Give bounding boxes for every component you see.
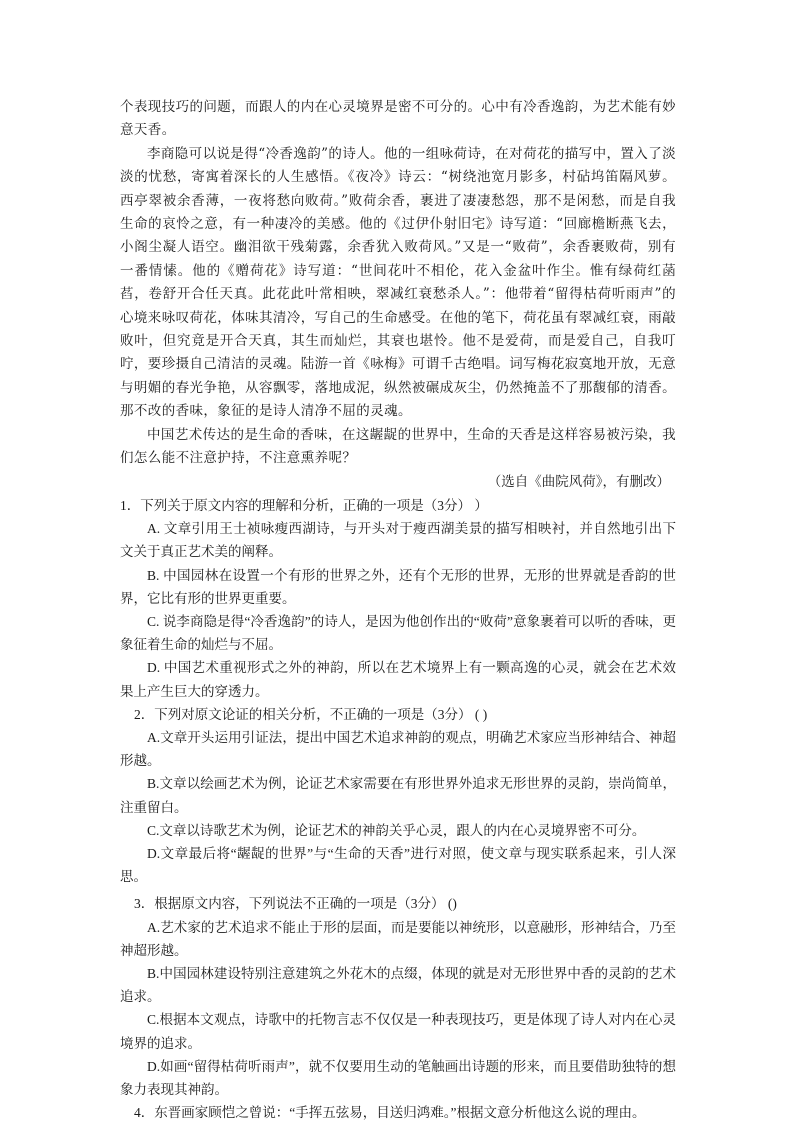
question-2-option-a: A.文章开头运用引证法，提出中国艺术追求神韵的观点，明确艺术家应当形神结合、神超形越。 xyxy=(120,729,676,769)
passage-paragraph-0: 个表现技巧的问题，而跟人的内在心灵境界是密不可分的。心中有冷香逸韵，为艺术能有妙意天香。 xyxy=(120,99,676,139)
question-1-option-b: B. 中国园林在设置一个有形的世界之外，还有个无形的世界，无形的世界就是香韵的世界，它比有形的世界更重要。 xyxy=(120,567,676,606)
question-3 xyxy=(120,892,676,1101)
question-3-option-b: B.中国园林建设特别注意建筑之外花木的点缀，体现的就是对无形世界中香的灵韵的艺术追求。 xyxy=(120,965,676,1005)
passage-source: （选自《曲院风荷》，有删改） xyxy=(487,473,670,490)
question-4-stem: 4．东晋画家顾恺之曾说：“手挥五弦易，目送归鸿难。”根据文意分析他这么说的理由。 xyxy=(134,1105,646,1121)
question-2-stem: 2．下列对原文论证的相关分析，不正确的一项是（3分） ( ) xyxy=(134,706,488,722)
question-1-option-a: A. 文章引用王士祯咏瘦西湖诗，与开头对于瘦西湖美景的描写相映衬，并自然地引出下文关于真正艺术美的阐释。 xyxy=(120,521,676,560)
question-1-stem: 1．下列关于原文内容的理解和分析，正确的一项是（3分） ） xyxy=(120,497,488,513)
question-2 xyxy=(120,703,676,889)
question-3-option-a: A.艺术家的艺术追求不能止于形的层面，而是要能以神统形，以意融形，形神结合，乃至神超形越。 xyxy=(120,919,676,958)
document-content xyxy=(120,96,676,1124)
question-2-option-c: C.文章以诗歌艺术为例，论证艺术的神韵关乎心灵，跟人的内在心灵境界密不可分。 xyxy=(147,822,646,838)
question-3-stem: 3．根据原文内容，下列说法不正确的一项是（3分） () xyxy=(134,896,457,912)
question-1 xyxy=(120,494,676,703)
passage-paragraph-2: 中国艺术传达的是生命的香味，在这龌龊的世界中，生命的天香是这样容易被污染，我们怎么能不注意护持，不注意熏养呢？ xyxy=(120,426,676,467)
question-4 xyxy=(120,1101,676,1124)
question-3-option-d: D.如画“留得枯荷听雨声”，就不仅要用生动的笔触画出诗题的形来，而且要借助独特的想象力表现其神韵。 xyxy=(120,1058,676,1097)
question-2-option-d: D.文章最后将“龌龊的世界”与“生命的天香”进行对照，使文章与现实联系起来，引人深思。 xyxy=(120,845,676,885)
question-1-option-c: C. 说李商隐是得“冷香逸韵”的诗人，是因为他创作出的“败荷”意象裹着可以听的香味，更象征着生命的灿烂与不屈。 xyxy=(120,613,676,653)
question-1-option-d: D. 中国艺术重视形式之外的神韵，所以在艺术境界上有一颗高逸的心灵，就会在艺术效果上产生巨大的穿透力。 xyxy=(120,660,676,699)
passage-paragraph-1: 李商隐可以说是得“冷香逸韵”的诗人。他的一组咏荷诗，在对荷花的描写中，置入了淡淡的忧愁，寄寓着深长的人生感悟。《夜冷》诗云：“树绕池宽月影多，村砧坞笛隔风萝。西亭翠被余香薄，一夜将愁向败荷。”败荷余香，裹进了凄凄愁怨，那不是闲愁，而是自我生命的哀怜之意，有一种凄冷的美感。他的《过伊仆射旧宅》诗写道：“回廊檐断燕飞去，小阁尘凝人语空。幽泪欲干残菊露，余香犹入败荷风。”又是一“败荷”，余香裹败荷，别有一番情愫。他的《赠荷花》诗写道：“世间花叶不相伦，花入金盆叶作尘。惟有绿荷红菡萏，卷舒开合任天真。此花此叶常相映，翠减红衰愁杀人。”：他带着“留得枯荷听雨声”的心境来咏叹荷花，体味其清冷，写自己的生命感受。在他的笔下，荷花虽有翠减红衰，雨敲败叶，但究竟是开合天真，其生而灿烂，其衰也堪怜。他不是爱荷，而是爱自己，自我叮咛，要珍摄自己清洁的灵魂。陆游一首《咏梅》可谓千古绝唱。词写梅花寂寞地开放，无意与明媚的春光争艳，从容飘零，落地成泥，纵然被碾成灰尘，仍然掩盖不了那馥郁的清香。那不改的香味，象征的是诗人清净不屈的灵魂。 xyxy=(120,145,676,420)
question-2-option-b: B.文章以绘画艺术为例，论证艺术家需要在有形世界外追求无形世界的灵韵，崇尚简单，注重留白。 xyxy=(120,776,676,815)
question-3-option-c: C.根据本文观点，诗歌中的托物言志不仅仅是一种表现技巧，更是体现了诗人对内在心灵境界的追求。 xyxy=(120,1012,676,1051)
